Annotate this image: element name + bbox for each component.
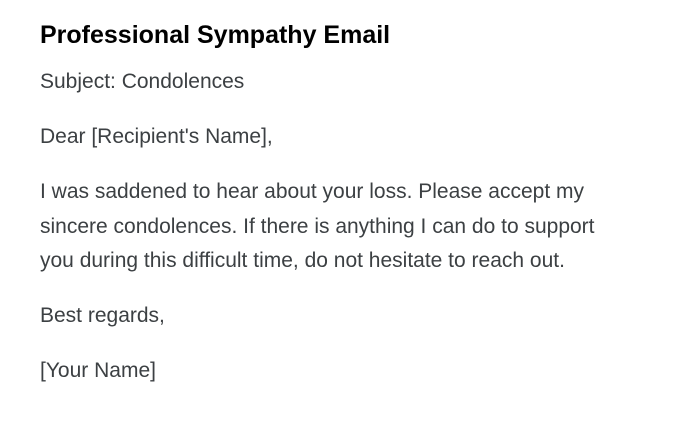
salutation-line: Dear [Recipient's Name], <box>40 125 273 148</box>
body-paragraph: I was saddened to hear about your loss. Please accept my sincere condolences. If there is anything I can do to support you during this difficult time, do not hesitate to reach out. <box>40 180 595 272</box>
document-title: Professional Sympathy Email <box>40 21 391 49</box>
subject-line: Subject: Condolences <box>40 70 245 93</box>
signature-line: [Your Name] <box>40 359 156 382</box>
closing-line: Best regards, <box>40 304 165 327</box>
